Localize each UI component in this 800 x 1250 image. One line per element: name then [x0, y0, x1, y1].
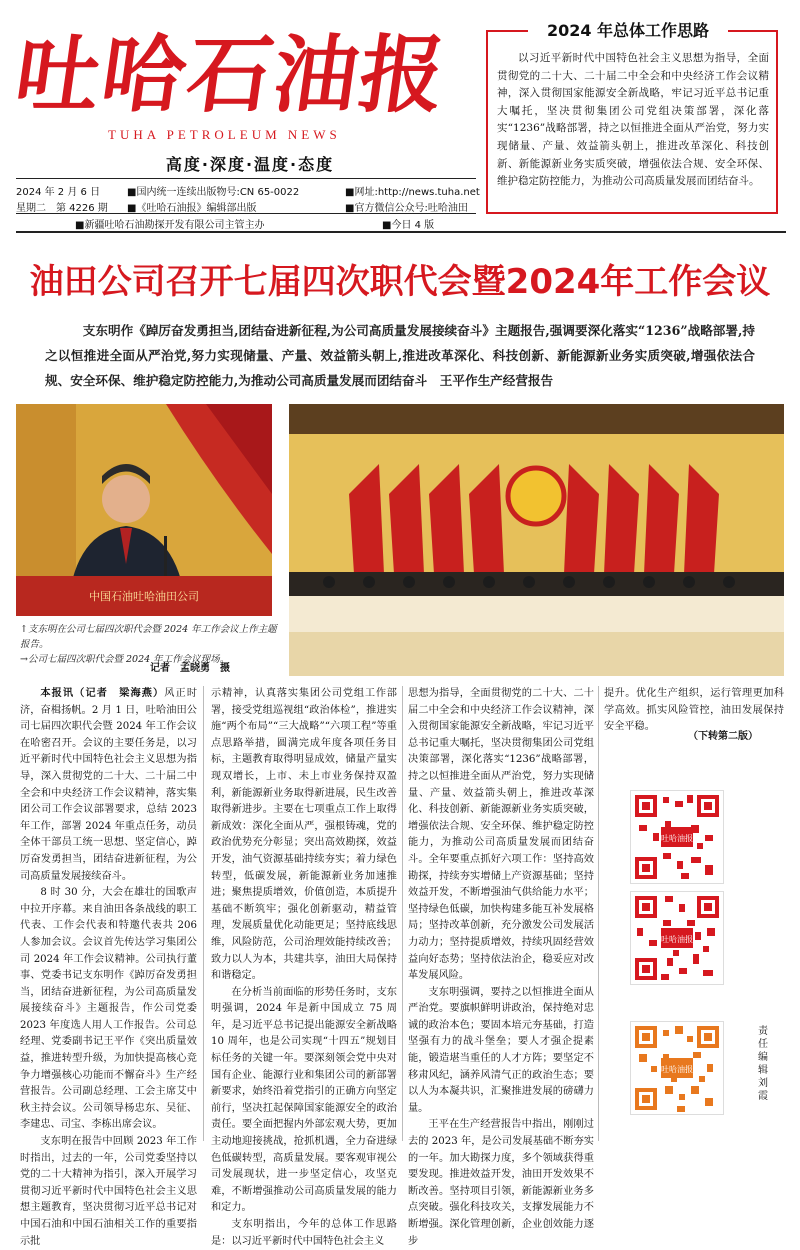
masthead-bottom-rule	[16, 231, 786, 233]
qr-label: 吐哈油报	[661, 1065, 693, 1074]
article-paragraph: 在分析当前面临的形势任务时，支东明强调，2024 年是新中国成立 75 周年，是习近平总书记提出能源安全新战略 10 周年，也是公司实现“十四五”规划目标任务的关键一年。要深刻领会党中央对国有企业、能源行业和集团公司的新部署新要求，始终沿着党指引的正确方向坚定前行，坚决扛起保障国家能源安全的政治责任。要全面把握内外部宏观大势，更加主动地迎接挑战，抢抓机遇，全力奋进绿色低碳转型，高质量发展。要客观审视公司发展现状，进一步坚定信心，攻坚克难，不断增强推动公司高质量发展的能力和定力。	[211, 986, 397, 1214]
caption-speaker: ↑支东明在公司七届四次职代会暨 2024 年工作会议上作主题报告。	[20, 624, 277, 650]
photo-credit: 记者 孟晓勇 摄	[150, 663, 230, 674]
column-divider	[598, 686, 599, 1141]
article-paragraph: 思想为指导，全面贯彻党的二十大、二十届二中全会和中央经济工作会议精神，深入贯彻国家能源安全新战略，牢记习近平总书记重大嘱托，坚决贯彻集团公司党组决策部署，深化落实“1236”战略部署，持之以恒推进全面从严治党，努力实现储量、产量、效益箭头朝上，推进改革深化、科技创新、新能源新业务实质突破，增强依法合规、安全环保、维护稳定防控能力，为推动公司高质量发展而团结奋斗。全年要重点抓好六项工作：坚持高效勘探，持续夯实增储上产资源基础；坚持效益开发，不断增强油气供给能力水平；坚持绿色低碳，加快构建多能互补发展格局；坚持改革创新，充分激发公司发展活力动力；坚持提质增效，持续巩固经营效益向好态势；坚持依法治企，稳妥应对改革发展风险。	[408, 688, 594, 982]
column-divider	[203, 686, 204, 1141]
website-link[interactable]: ■网址:http://news.tuha.net	[345, 187, 480, 198]
masthead-english: TUHA PETROLEUM NEWS	[108, 127, 341, 142]
headline: 油田公司召开七届四次职代会暨2024年工作会议	[29, 262, 771, 302]
article-column-3	[408, 686, 594, 1250]
podium-sign: 中国石油吐哈油田公司	[89, 590, 199, 603]
article-column-2	[211, 686, 397, 1250]
speaker-illustration	[16, 404, 272, 616]
article-paragraph: 8 时 30 分，大会在雄壮的国歌声中拉开序幕。来自油田各条战线的职工代表、工作会代表和特邀代表共 206 人参加会议。会议首先传达学习集团公司 2024 年工作会议精神。公司执行董事、党委书记支东明作《踔厉奋发勇担当，团结奋进新征程，为公司高质量发展接续奋斗》主题报告，作公司党委 2023 年度选人用人工作报告。公司总经理、党委副书记王平作《突出质量效益，推进转型升级，为加快提高核心竞争力增强核心功能而不懈奋斗》生产经营报告。公司副总经理、工会主席艾中秋主持会议。公司领导杨忠东、吴征、李建忠、司宝、李栋出席会议。	[20, 887, 197, 1131]
slogan: 高度·深度·温度·态度	[165, 155, 335, 174]
article-dateline: 本报讯（记者 梁海燕）	[40, 688, 165, 699]
masthead-divider	[16, 178, 476, 179]
page-count: ■今日 4 版	[382, 220, 435, 231]
info-divider	[16, 213, 476, 214]
qr-label: 吐哈油报	[661, 935, 693, 944]
masthead-logo: 吐哈石油报	[9, 25, 454, 124]
article-paragraph: 支东明在报告中回顾 2023 年工作时指出，过去的一年，公司党委坚持以党的二十大精神为指引，深入开展学习贯彻习近平新时代中国特色社会主义思想主题教育，坚决贯彻习近平总书记对中国石油和中国石油相关工作的重要指示批	[20, 1136, 197, 1247]
qr-code-1[interactable]	[630, 790, 724, 884]
qr-code-3[interactable]	[630, 1021, 724, 1115]
summary-text: 以习近平新时代中国特色社会主义思想为指导，全面贯彻党的二十大、二十届二中全会和中央经济工作会议精神，深入贯彻国家能源安全新战略，牢记习近平总书记重大嘱托，坚决贯彻集团公司党组决策部署，深化落实“1236”战略部署，持之以恒推进全面从严治党，努力实现储量、产量、效益箭头朝上，推进改革深化、科技创新、新能源新业务实质突破，增强依法合规、安全环保、维护稳定防控能力，为推动公司高质量发展而团结奋斗。	[497, 52, 769, 188]
editorial-dept: ■《吐哈石油报》编辑部出版	[127, 203, 257, 214]
article-column-1	[20, 686, 197, 1250]
continued-notice: （下转第二版）	[688, 731, 758, 742]
article-paragraph: 支东明指出，今年的总体工作思路是：以习近平新时代中国特色社会主义	[211, 1219, 397, 1247]
article-paragraph: 提升。优化生产组织，运行管理更加科学高效。抓实风险管控，油田发展保持安全平稳。	[604, 688, 784, 733]
issue-date: 2024 年 2 月 6 日	[16, 187, 101, 198]
article-paragraph: 王平在生产经营报告中指出，刚刚过去的 2023 年，是公司发展基础不断夯实的一年。加大勘探力度，多个领域获得重要发现。推进效益开发，油田开发效果不断改善。坚持项目引领，新能源新业务多点突破。强化科技攻关，支撑发展能力不断增强。深化管理创新，企业创效能力逐步	[408, 1119, 594, 1247]
caption-hall: →公司七届四次职代会暨 2024 年工作会议现场。	[20, 654, 230, 665]
sponsor-line: ■新疆吐哈石油勘探开发有限公司主管主办	[75, 220, 265, 231]
issue-number: 星期二 第 4226 期	[16, 203, 108, 214]
publication-number: ■国内统一连续出版物号:CN 65-0022	[127, 187, 300, 198]
wechat-account: ■官方微信公众号:吐哈油田	[345, 203, 468, 214]
meeting-hall-photo	[289, 404, 784, 676]
summary-title: 2024 年总体工作思路	[528, 18, 728, 41]
meeting-hall-illustration	[289, 404, 784, 676]
speaker-photo	[16, 404, 272, 616]
article-paragraph: 支东明强调，要持之以恒推进全面从严治党。要旗帜鲜明讲政治，保持绝对忠诚的政治本色；要固本培元夯基础，打造坚强有力的战斗堡垒；要人才强企提素能，锻造堪当重任的人才方阵；要坚定不移肃风纪，涵养风清气正的政治生态；要以人为本凝共识，汇聚推进发展的磅礴力量。	[408, 986, 594, 1114]
qr-label: 吐哈油报	[661, 834, 693, 843]
article-paragraph: 示精神，认真落实集团公司党组工作部署，接受党组巡视组“政治体检”，推进实施“两个布局”“三大战略”“六项工程”等重点思路举措，圆满完成年度各项任务目标，主题教育取得明显成效，储量产量实现双增长，上市、未上市业务保持双盈利，新能源新业务取得新进展，民生改善取得新进步。主要在七项重点工作上取得新成效：深化全面从严，强根铸魂，党的政治优势充分彰显；突出高效勘探，效益开发，油气资源基础持续夯实；着力绿色转型，低碳发展，新能源新业务加速推进；聚焦提质增效，价值创造，本质提升基础不断筑牢；强化创新驱动，精益管理，发展质量优化动能更足；坚持底线思维，风险防范，公司治理效能持续改善；致力以人为本，共建共享，油田大局保持和谐稳定。	[211, 688, 397, 982]
subheadline: 支东明作《踔厉奋发勇担当,团结奋进新征程,为公司高质量发展接续奋斗》主题报告,强调要深化落实“1236”战略部署,持之以恒推进全面从严治党,努力实现储量、产量、效益箭头朝上,推进改革深化、科技创新、新能源新业务实质突破,增强依法合规、安全环保、维护稳定防控能力,为推动公司高质量发展而团结奋斗 王平作生产经营报告	[45, 323, 755, 388]
responsible-editor: 责任编辑 刘霞	[758, 1026, 768, 1102]
qr-code-2[interactable]	[630, 891, 724, 985]
article-paragraph: 本报讯（记者 梁海燕）风正时济，奋楫扬帆。2 月 1 日，吐哈油田公司七届四次职代会暨 2024 年工作会议在哈密召开。会议的主要任务是，以习近平新时代中国特色社会主义思想为指导，深入贯彻党的二十大、二十届二中全会和中央经济工作会议精神，落实集团公司工作会议部署要求，总结 2023 年工作，部署 2024 年重点任务，动员全体干部员工统一思想、坚定信心，踔厉奋发勇担当，团结奋进新征程，为公司高质量发展接续奋斗。	[20, 688, 198, 882]
column-divider	[402, 686, 403, 1141]
